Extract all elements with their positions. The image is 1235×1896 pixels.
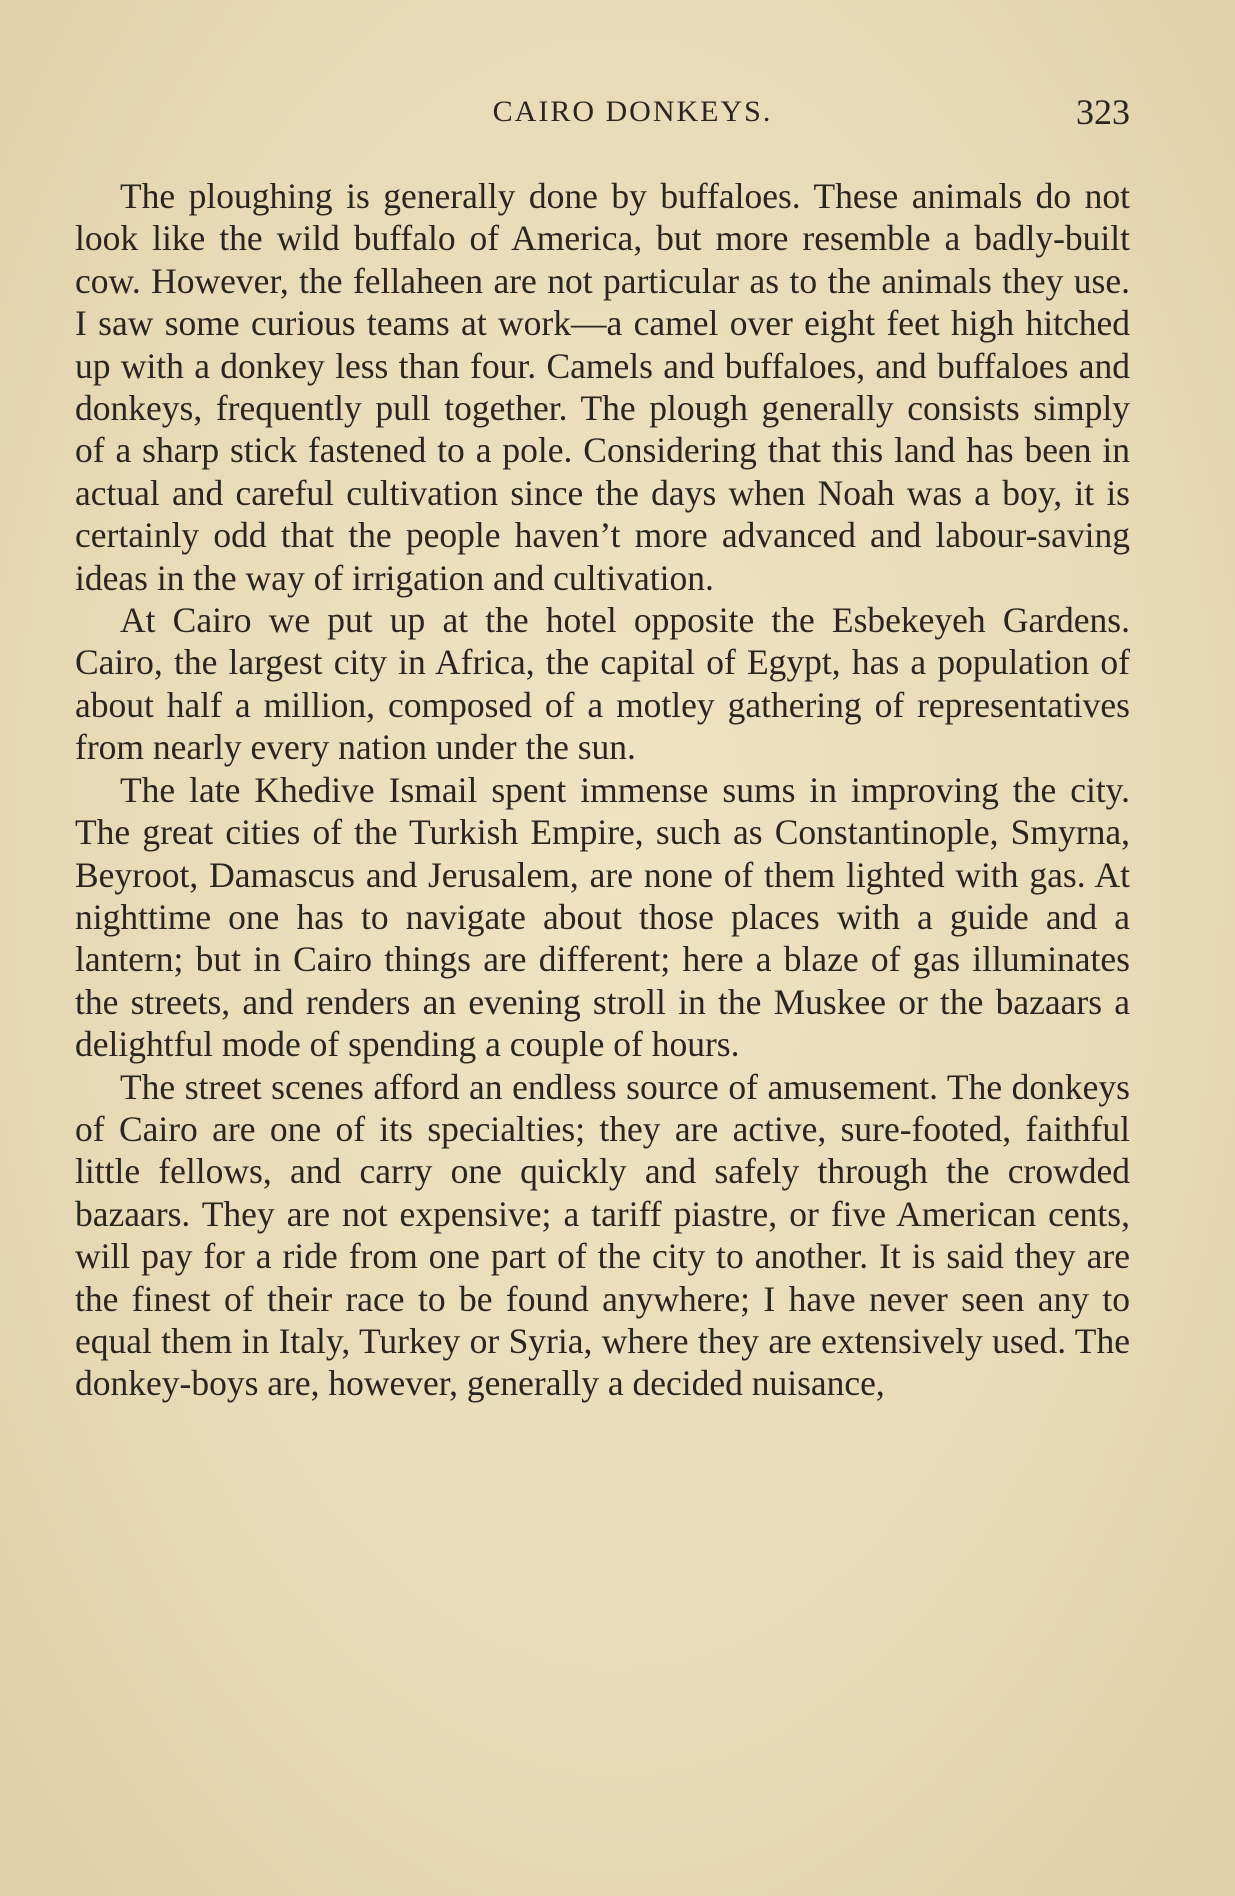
running-title: CAIRO DONKEYS. — [492, 95, 773, 128]
paragraph-khedive: The late Khedive Ismail spent immense sums in improving the city. The great cities of the Turkish Empire, such as Constantinople, Smyrna, Beyroot, Damascus and Jerusalem, are none of them lighted with gas. At nighttime one has to navigate about those places with a guide and a lantern; but in Cairo things are different; here a blaze of gas illuminates the streets, and renders an evening stroll in the Muskee or the bazaars a delightful mode of spending a couple of hours. — [75, 769, 1130, 1065]
paragraph-cairo-hotel: At Cairo we put up at the hotel opposite the Esbekeyeh Gardens. Cairo, the largest city in Africa, the capital of Egypt, has a population of about half a million, composed of a motley gathering of representatives from nearly every nation under the sun. — [75, 600, 1130, 768]
paragraph-street-scenes: The street scenes afford an endless source of amusement. The donkeys of Cairo are one of its specialties; they are active, sure-footed, faithful little fellows, and carry one quickly and safely through the crowded bazaars. They are not expensive; a tariff piastre, or five American cents, will pay for a ride from one part of the city to another. It is said they are the finest of their race to be found anywhere; I have never seen any to equal them in Italy, Turkey or Syria, where they are extensively used. The donkey-boys are, however, generally a decided nuisance, — [75, 1066, 1130, 1404]
page-number: 323 — [1076, 92, 1130, 132]
paragraph-ploughing: The ploughing is generally done by buffaloes. These animals do not look like the wild buffalo of America, but more resemble a badly-built cow. However, the fellaheen are not particular as to the animals they use. I saw some curious teams at work—a camel over eight feet high hitched up with a donkey less than four. Camels and buffaloes, and buffaloes and donkeys, frequently pull together. The plough generally consists simply of a sharp stick fastened to a pole. Considering that this land has been in actual and careful cultivation since the days when Noah was a boy, it is certainly odd that the people haven’t more advanced and labour-saving ideas in the way of irrigation and cultivation. — [75, 176, 1130, 598]
body-text — [75, 175, 1130, 1405]
page-header — [75, 92, 1130, 132]
